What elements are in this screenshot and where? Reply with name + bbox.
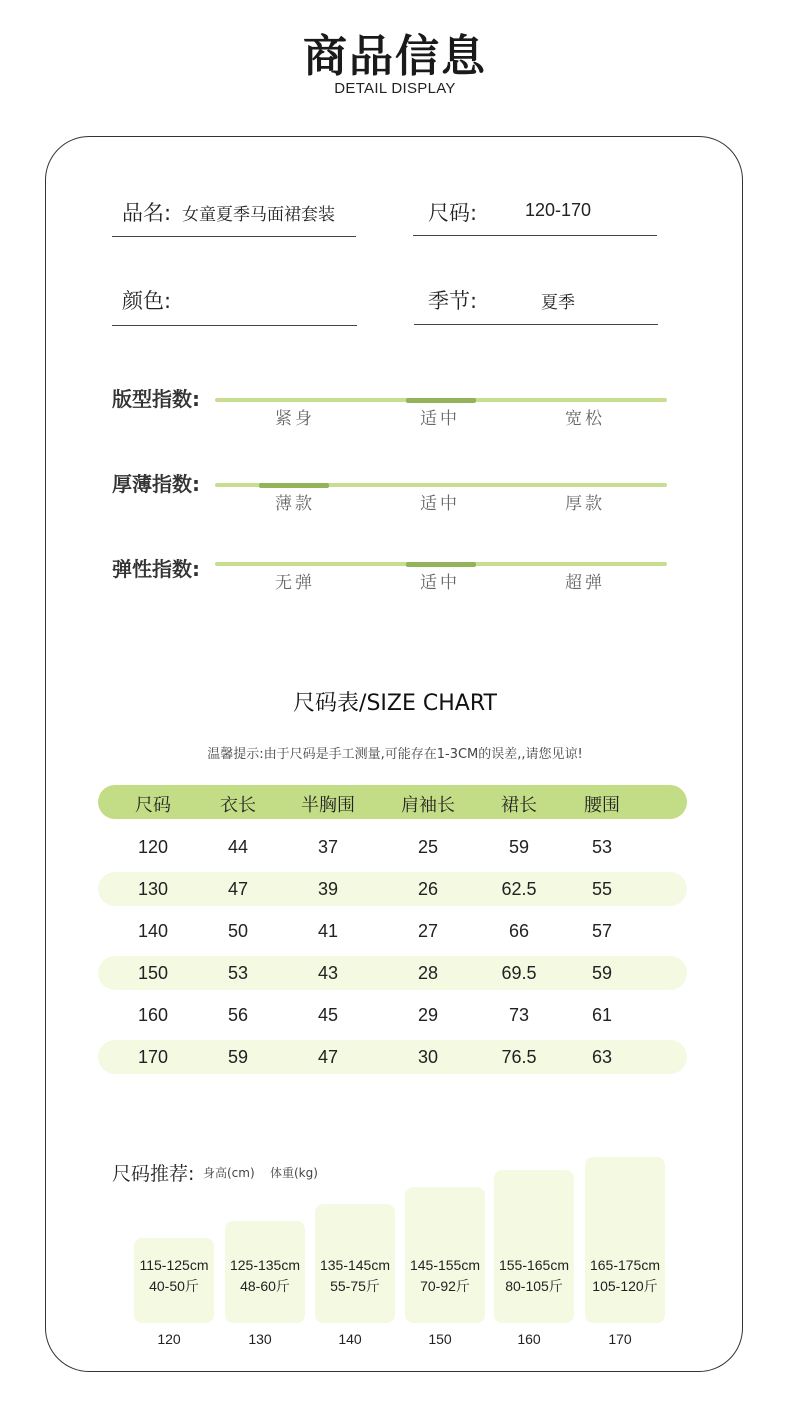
- index-marker: [406, 562, 476, 567]
- table-cell: 26: [417, 879, 439, 899]
- recommend-size: 150: [428, 1331, 452, 1347]
- recommend-weight-unit: 体重(kg): [270, 1166, 318, 1180]
- table-cell: 73: [508, 1005, 530, 1025]
- recommend-size: 160: [517, 1331, 541, 1347]
- recommend-size: 130: [248, 1331, 272, 1347]
- recommend-size: 120: [157, 1331, 181, 1347]
- page-title: 商品信息: [303, 31, 487, 82]
- index-option: 薄款: [275, 494, 315, 514]
- name-label: 品名:: [122, 201, 172, 225]
- table-cell: 53: [591, 837, 613, 857]
- table-cell: 62.5: [501, 879, 537, 899]
- color-underline: [112, 325, 357, 326]
- table-cell: 57: [591, 921, 613, 941]
- recommend-weight: 40-50斤: [149, 1278, 199, 1294]
- index-marker: [259, 483, 329, 488]
- recommend-height: 115-125cm: [139, 1257, 209, 1273]
- index-option: 超弹: [565, 573, 605, 593]
- recommend-height: 125-135cm: [229, 1257, 301, 1273]
- table-cell: 160: [137, 1005, 169, 1025]
- table-header-cell: 半胸围: [301, 795, 355, 816]
- recommend-bar: [494, 1170, 574, 1323]
- season-label: 季节:: [428, 289, 478, 313]
- recommend-weight: 80-105斤: [505, 1278, 563, 1294]
- index-option: 适中: [420, 573, 460, 593]
- index-label: 弹性指数:: [112, 557, 200, 581]
- table-cell: 55: [591, 879, 613, 899]
- recommend-weight: 55-75斤: [330, 1278, 380, 1294]
- recommend-size: 140: [338, 1331, 362, 1347]
- index-option: 紧身: [275, 409, 315, 429]
- table-cell: 27: [417, 921, 439, 941]
- table-cell: 41: [317, 921, 339, 941]
- table-cell: 59: [591, 963, 613, 983]
- table-cell: 59: [227, 1047, 249, 1067]
- size-chart-note: 温馨提示:由于尺码是手工测量,可能存在1-3CM的误差,,请您见谅!: [207, 747, 583, 762]
- table-cell: 63: [591, 1047, 613, 1067]
- index-option: 宽松: [565, 409, 605, 429]
- table-cell: 56: [227, 1005, 249, 1025]
- table-header-cell: 裙长: [501, 795, 537, 816]
- index-marker: [406, 398, 476, 403]
- table-cell: 47: [227, 879, 249, 899]
- recommend-title: 尺码推荐:: [112, 1163, 195, 1185]
- size-value: 120-170: [525, 200, 592, 220]
- table-cell: 39: [317, 879, 339, 899]
- season-value: 夏季: [541, 293, 575, 313]
- table-header-cell: 尺码: [135, 795, 171, 816]
- table-cell: 150: [137, 963, 169, 983]
- size-label: 尺码:: [428, 201, 478, 225]
- table-cell: 37: [317, 837, 339, 857]
- recommend-bar: [585, 1157, 665, 1323]
- table-cell: 61: [591, 1005, 613, 1025]
- table-cell: 43: [317, 963, 339, 983]
- index-label: 厚薄指数:: [112, 472, 200, 496]
- recommend-height: 135-145cm: [319, 1257, 391, 1273]
- table-cell: 53: [227, 963, 249, 983]
- index-option: 适中: [420, 409, 460, 429]
- table-cell: 44: [227, 837, 249, 857]
- recommend-weight: 105-120斤: [592, 1278, 658, 1294]
- recommend-height-unit: 身高(cm): [203, 1166, 255, 1180]
- size-underline: [413, 235, 657, 236]
- table-header-cell: 衣长: [220, 795, 256, 816]
- recommend-height: 155-165cm: [498, 1257, 570, 1273]
- table-cell: 50: [227, 921, 249, 941]
- table-header-cell: 腰围: [584, 795, 620, 816]
- table-cell: 66: [508, 921, 530, 941]
- recommend-height: 145-155cm: [409, 1257, 481, 1273]
- table-cell: 69.5: [501, 963, 537, 983]
- table-cell: 28: [417, 963, 439, 983]
- recommend-size: 170: [608, 1331, 632, 1347]
- table-cell: 29: [417, 1005, 439, 1025]
- recommend-weight: 70-92斤: [420, 1278, 470, 1294]
- table-cell: 45: [317, 1005, 339, 1025]
- table-cell: 25: [417, 837, 439, 857]
- table-cell: 130: [137, 879, 169, 899]
- season-underline: [414, 324, 658, 325]
- index-label: 版型指数:: [112, 387, 200, 411]
- table-cell: 170: [137, 1047, 169, 1067]
- table-cell: 120: [137, 837, 169, 857]
- index-option: 厚款: [565, 494, 605, 514]
- table-header-cell: 肩袖长: [401, 795, 455, 816]
- table-cell: 76.5: [501, 1047, 537, 1067]
- name-underline: [112, 236, 356, 237]
- color-label: 颜色:: [122, 289, 172, 313]
- recommend-weight: 48-60斤: [240, 1278, 290, 1294]
- table-cell: 140: [137, 921, 169, 941]
- page-subtitle: DETAIL DISPLAY: [334, 80, 456, 97]
- name-value: 女童夏季马面裙套装: [182, 205, 335, 225]
- table-cell: 59: [508, 837, 530, 857]
- table-cell: 30: [417, 1047, 439, 1067]
- table-cell: 47: [317, 1047, 339, 1067]
- index-option: 适中: [420, 494, 460, 514]
- index-option: 无弹: [275, 573, 315, 593]
- recommend-height: 165-175cm: [589, 1257, 661, 1273]
- size-chart-title: 尺码表/SIZE CHART: [293, 691, 497, 716]
